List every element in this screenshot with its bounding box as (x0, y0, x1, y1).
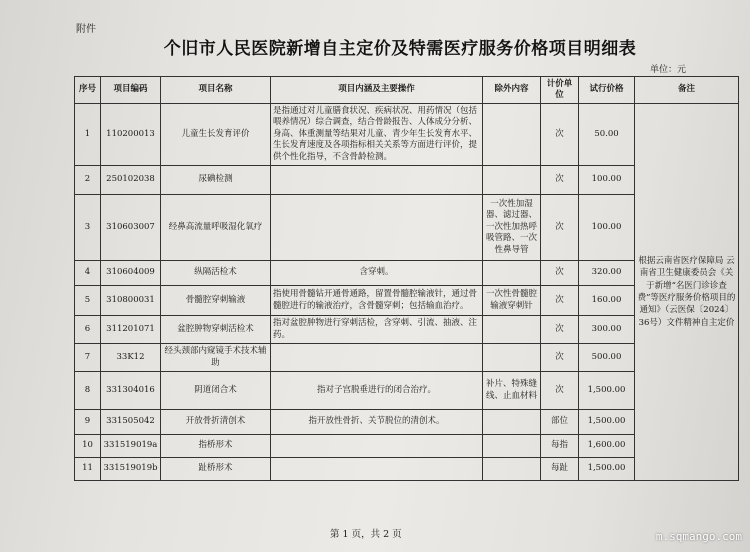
row-name: 儿童生长发育评价 (161, 104, 271, 166)
row-exclude: 一次性骨髓腔输液穿刺针 (483, 286, 541, 316)
row-price: 1,500.00 (579, 372, 635, 410)
row-exclude (483, 410, 541, 435)
row-code: 250102038 (101, 166, 161, 195)
row-exclude (483, 316, 541, 344)
row-price: 160.00 (579, 286, 635, 316)
row-content: 含穿刺。 (271, 261, 483, 286)
row-exclude (483, 261, 541, 286)
row-content (271, 435, 483, 458)
price-table (74, 76, 739, 481)
document-title: 个旧市人民医院新增自主定价及特需医疗服务价格项目明细表 (163, 39, 637, 59)
row-unit: 次 (541, 166, 579, 195)
row-code: 331519019b (101, 458, 161, 481)
row-code: 331304016 (101, 372, 161, 410)
row-content: 是指通过对儿童膳食状况、疾病状况、用药情况（包括喂养情况）综合调查，结合骨龄报告、人体成分分析、身高、体重测量等结果对儿童、青少年生长发育水平、生长发育速度及各项指标相关关系等方面进行评价，提供个性化指导，不含骨龄检测。 (271, 104, 483, 166)
row-price: 50.00 (579, 104, 635, 166)
col-header: 试行价格 (579, 77, 635, 104)
col-header: 计价单位 (541, 77, 579, 104)
row-name: 阴道闭合术 (161, 372, 271, 410)
row-content: 指使用骨髓钻开通骨通路，留置骨髓腔输液针，通过骨髓腔进行的输液治疗，含骨髓穿刺；包括输血治疗。 (271, 286, 483, 316)
watermark: m.sqmango.com (655, 530, 742, 543)
row-unit: 部位 (541, 410, 579, 435)
row-unit: 次 (541, 104, 579, 166)
row-no: 5 (75, 286, 101, 316)
row-content (271, 195, 483, 261)
row-exclude (483, 458, 541, 481)
row-content (271, 458, 483, 481)
col-header: 序号 (75, 77, 101, 104)
row-price: 1,600.00 (579, 435, 635, 458)
annex-label: 附件 (76, 24, 96, 35)
row-exclude (483, 104, 541, 166)
row-unit: 次 (541, 344, 579, 372)
row-code: 33K12 (101, 344, 161, 372)
row-content (271, 344, 483, 372)
row-price: 1,500.00 (579, 410, 635, 435)
row-no: 1 (75, 104, 101, 166)
row-no: 7 (75, 344, 101, 372)
remarks-cell: 根据云南省医疗保障局 云南省卫生健康委员会《关于新增“名医门诊诊查费”等医疗服务价格项目的通知》（云医保〔2024〕36号）文件精神自主定价 (635, 104, 739, 481)
row-no: 9 (75, 410, 101, 435)
row-name: 骨髓腔穿刺输液 (161, 286, 271, 316)
col-header: 项目编码 (101, 77, 161, 104)
row-unit: 每指 (541, 435, 579, 458)
row-name: 开放骨折清创术 (161, 410, 271, 435)
row-content: 指对子宫脱垂进行的闭合治疗。 (271, 372, 483, 410)
row-price: 1,500.00 (579, 458, 635, 481)
row-code: 310604009 (101, 261, 161, 286)
row-name: 尿碘检测 (161, 166, 271, 195)
col-header: 备注 (635, 77, 739, 104)
row-content: 指开放性骨折、关节脱位的清创术。 (271, 410, 483, 435)
row-code: 331505042 (101, 410, 161, 435)
row-price: 320.00 (579, 261, 635, 286)
row-name: 盆腔肿物穿刺活检术 (161, 316, 271, 344)
row-price: 500.00 (579, 344, 635, 372)
row-exclude: 一次性加湿器、滤过器、一次性加热呼吸管路、一次性鼻导管 (483, 195, 541, 261)
row-unit: 次 (541, 261, 579, 286)
row-content: 指对盆腔肿物进行穿刺活检，含穿刺、引流、抽液、注药。 (271, 316, 483, 344)
row-unit: 次 (541, 286, 579, 316)
row-code: 110200013 (101, 104, 161, 166)
row-no: 4 (75, 261, 101, 286)
row-code: 310603007 (101, 195, 161, 261)
col-header: 项目内涵及主要操作 (271, 77, 483, 104)
col-header: 除外内容 (483, 77, 541, 104)
row-code: 310800031 (101, 286, 161, 316)
row-no: 6 (75, 316, 101, 344)
row-unit: 次 (541, 372, 579, 410)
row-no: 3 (75, 195, 101, 261)
row-name: 趾桥形术 (161, 458, 271, 481)
row-exclude (483, 435, 541, 458)
row-unit: 次 (541, 195, 579, 261)
row-code: 331519019a (101, 435, 161, 458)
row-unit: 次 (541, 316, 579, 344)
row-exclude: 补片、特殊缝线、止血材料 (483, 372, 541, 410)
row-name: 纵隔活检术 (161, 261, 271, 286)
row-name: 经头颈部内窥镜手术技术辅助 (161, 344, 271, 372)
table-header-row (75, 77, 739, 104)
row-price: 100.00 (579, 166, 635, 195)
row-no: 8 (75, 372, 101, 410)
row-exclude (483, 166, 541, 195)
row-exclude (483, 344, 541, 372)
row-price: 300.00 (579, 316, 635, 344)
table-row (75, 104, 739, 166)
row-name: 指桥形术 (161, 435, 271, 458)
row-name: 经鼻高流量呼吸湿化氧疗 (161, 195, 271, 261)
unit-label: 单位：元 (650, 65, 687, 75)
page-number: 第 1 页，共 2 页 (330, 529, 402, 540)
row-unit: 每趾 (541, 458, 579, 481)
col-header: 项目名称 (161, 77, 271, 104)
row-no: 11 (75, 458, 101, 481)
row-no: 2 (75, 166, 101, 195)
row-code: 311201071 (101, 316, 161, 344)
row-no: 10 (75, 435, 101, 458)
row-content (271, 166, 483, 195)
row-price: 100.00 (579, 195, 635, 261)
